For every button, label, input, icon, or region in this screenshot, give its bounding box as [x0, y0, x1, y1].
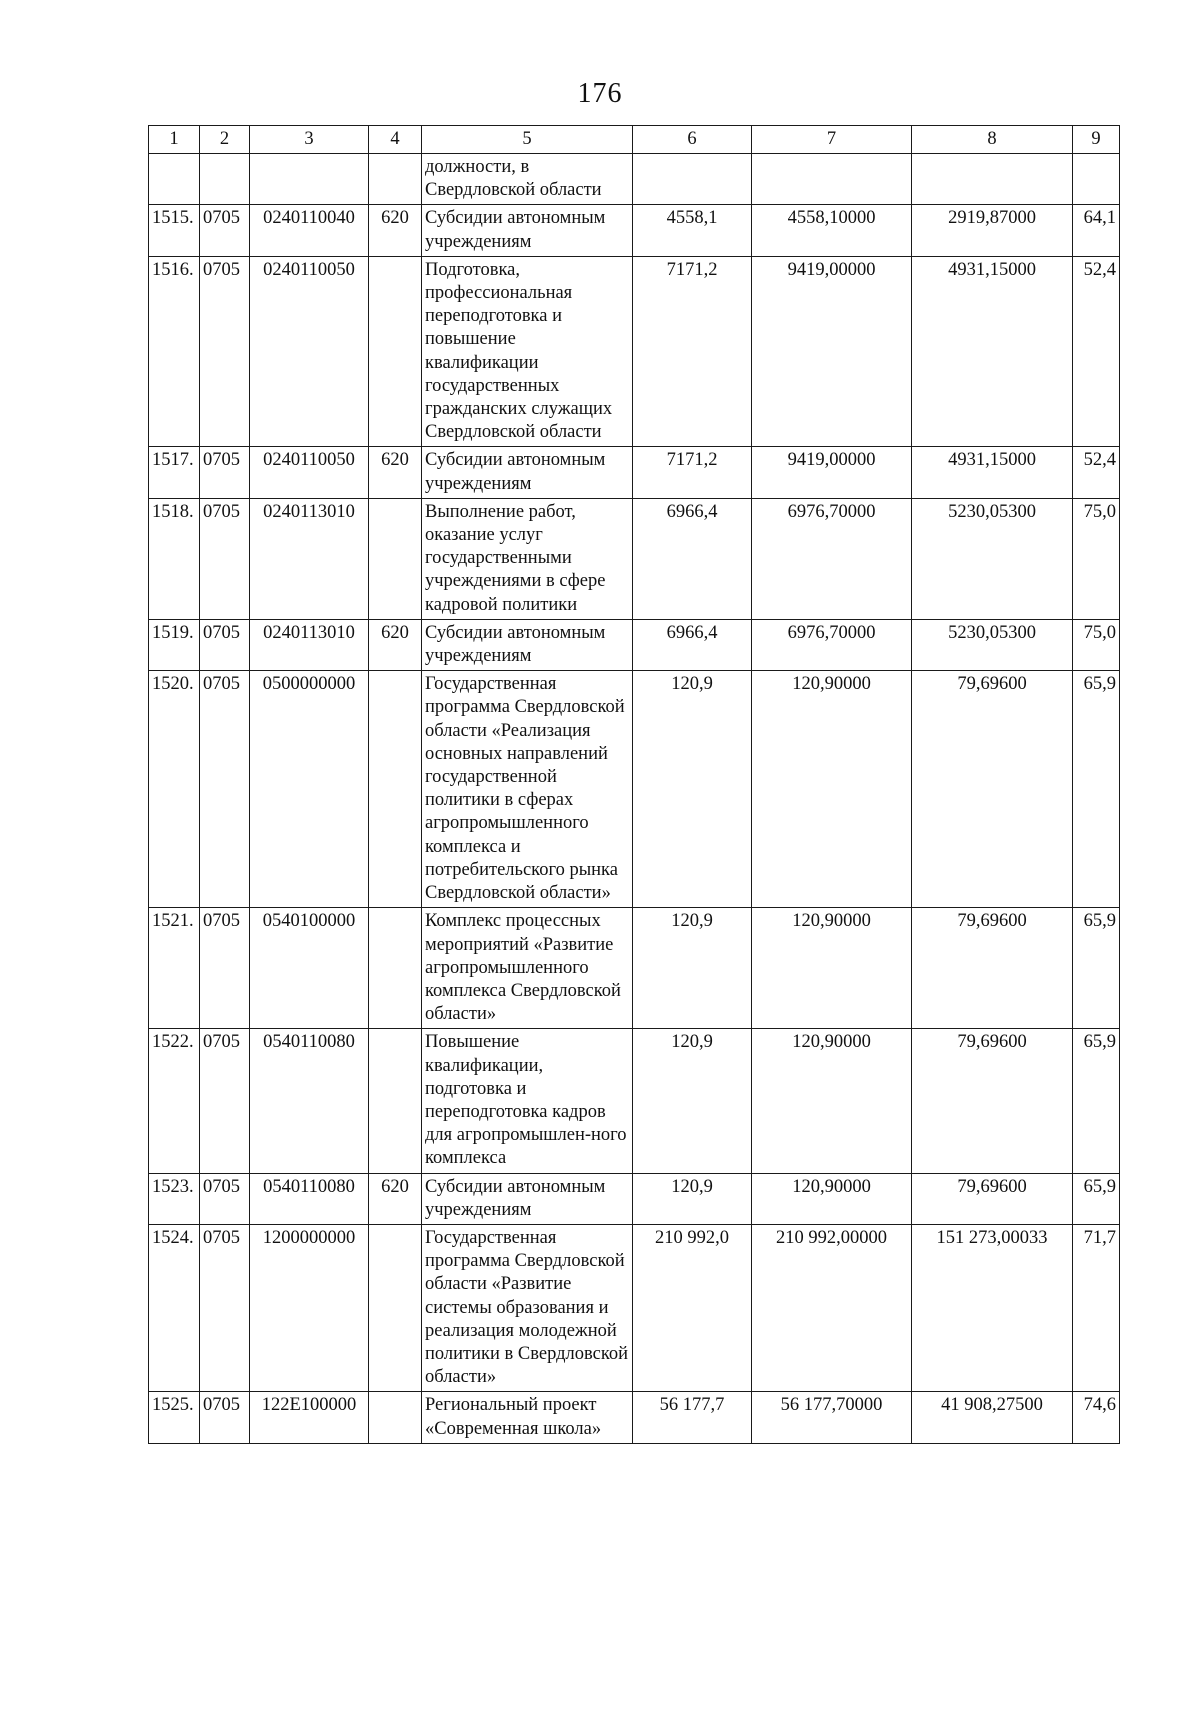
table-body: [149, 154, 1120, 1444]
item-name: Субсидии автономным учреждениям: [422, 205, 633, 256]
column-header-2: 2: [200, 126, 250, 154]
target-article-code: 0540110080: [250, 1173, 369, 1224]
section-code: 0705: [200, 1392, 250, 1443]
page-number: 176: [577, 78, 623, 109]
section-code: 0705: [200, 619, 250, 670]
approved-amount: 7171,2: [633, 447, 752, 498]
section-code: 0705: [200, 498, 250, 619]
target-article-code: 0540100000: [250, 908, 369, 1029]
planned-amount: 6976,70000: [752, 498, 912, 619]
approved-amount: 120,9: [633, 908, 752, 1029]
execution-percent: [1073, 154, 1120, 205]
section-code: 0705: [200, 1173, 250, 1224]
target-article-code: 1200000000: [250, 1224, 369, 1391]
execution-percent: 74,6: [1073, 1392, 1120, 1443]
approved-amount: 120,9: [633, 1173, 752, 1224]
approved-amount: 6966,4: [633, 619, 752, 670]
budget-table: [148, 125, 1120, 1444]
planned-amount: 120,90000: [752, 1029, 912, 1173]
expense-type-code: [369, 1224, 422, 1391]
row-number: 1523.: [149, 1173, 200, 1224]
table-row: [149, 908, 1120, 1029]
section-code: 0705: [200, 671, 250, 908]
column-header-4: 4: [369, 126, 422, 154]
column-header-3: 3: [250, 126, 369, 154]
planned-amount: 9419,00000: [752, 447, 912, 498]
execution-percent: 75,0: [1073, 498, 1120, 619]
executed-amount: 151 273,00033: [912, 1224, 1073, 1391]
expense-type-code: [369, 908, 422, 1029]
row-number: 1519.: [149, 619, 200, 670]
planned-amount: 120,90000: [752, 1173, 912, 1224]
section-code: 0705: [200, 1224, 250, 1391]
execution-percent: 65,9: [1073, 671, 1120, 908]
executed-amount: 79,69600: [912, 1029, 1073, 1173]
item-name: Подготовка, профессиональная переподготовка и повышение квалификации государственных гражданских служащих Свердловской области: [422, 256, 633, 447]
execution-percent: 65,9: [1073, 1173, 1120, 1224]
expense-type-code: 620: [369, 205, 422, 256]
executed-amount: 79,69600: [912, 908, 1073, 1029]
planned-amount: 6976,70000: [752, 619, 912, 670]
execution-percent: 71,7: [1073, 1224, 1120, 1391]
column-header-9: 9: [1073, 126, 1120, 154]
table-row: [149, 256, 1120, 447]
row-number: [149, 154, 200, 205]
approved-amount: 4558,1: [633, 205, 752, 256]
item-name: должности, в Свердловской области: [422, 154, 633, 205]
row-number: 1518.: [149, 498, 200, 619]
target-article-code: [250, 154, 369, 205]
execution-percent: 52,4: [1073, 256, 1120, 447]
execution-percent: 52,4: [1073, 447, 1120, 498]
planned-amount: [752, 154, 912, 205]
expense-type-code: [369, 1392, 422, 1443]
executed-amount: [912, 154, 1073, 205]
planned-amount: 210 992,00000: [752, 1224, 912, 1391]
column-header-6: 6: [633, 126, 752, 154]
row-number: 1524.: [149, 1224, 200, 1391]
table-row: [149, 1392, 1120, 1443]
approved-amount: 120,9: [633, 671, 752, 908]
planned-amount: 4558,10000: [752, 205, 912, 256]
expense-type-code: 620: [369, 1173, 422, 1224]
expense-type-code: [369, 154, 422, 205]
approved-amount: 210 992,0: [633, 1224, 752, 1391]
item-name: Государственная программа Свердловской области «Развитие системы образования и реализация молодежной политики в Свердловской области»: [422, 1224, 633, 1391]
target-article-code: 0240110040: [250, 205, 369, 256]
table-row: [149, 154, 1120, 205]
table-row: [149, 1029, 1120, 1173]
approved-amount: 56 177,7: [633, 1392, 752, 1443]
target-article-code: 0240110050: [250, 447, 369, 498]
planned-amount: 56 177,70000: [752, 1392, 912, 1443]
item-name: Комплекс процессных мероприятий «Развитие агропромышленного комплекса Свердловской области»: [422, 908, 633, 1029]
execution-percent: 75,0: [1073, 619, 1120, 670]
expense-type-code: [369, 256, 422, 447]
row-number: 1525.: [149, 1392, 200, 1443]
execution-percent: 65,9: [1073, 908, 1120, 1029]
table-row: [149, 498, 1120, 619]
target-article-code: 0240113010: [250, 498, 369, 619]
column-header-7: 7: [752, 126, 912, 154]
section-code: [200, 154, 250, 205]
row-number: 1516.: [149, 256, 200, 447]
approved-amount: [633, 154, 752, 205]
row-number: 1515.: [149, 205, 200, 256]
column-header-1: 1: [149, 126, 200, 154]
executed-amount: 4931,15000: [912, 447, 1073, 498]
planned-amount: 120,90000: [752, 908, 912, 1029]
planned-amount: 120,90000: [752, 671, 912, 908]
planned-amount: 9419,00000: [752, 256, 912, 447]
item-name: Повышение квалификации, подготовка и переподготовка кадров для агропромышлен-ного комплекса: [422, 1029, 633, 1173]
table-header-row: [149, 126, 1120, 154]
target-article-code: 0500000000: [250, 671, 369, 908]
table-row: [149, 671, 1120, 908]
item-name: Субсидии автономным учреждениям: [422, 447, 633, 498]
executed-amount: 79,69600: [912, 1173, 1073, 1224]
execution-percent: 64,1: [1073, 205, 1120, 256]
expense-type-code: [369, 671, 422, 908]
table-row: [149, 1224, 1120, 1391]
target-article-code: 122E100000: [250, 1392, 369, 1443]
section-code: 0705: [200, 205, 250, 256]
expense-type-code: [369, 1029, 422, 1173]
item-name: Государственная программа Свердловской области «Реализация основных направлений государственной политики в сферах агропромышленного комплекса и потребительского рынка Свердловской области»: [422, 671, 633, 908]
row-number: 1522.: [149, 1029, 200, 1173]
approved-amount: 6966,4: [633, 498, 752, 619]
executed-amount: 4931,15000: [912, 256, 1073, 447]
row-number: 1520.: [149, 671, 200, 908]
table-row: [149, 1173, 1120, 1224]
executed-amount: 79,69600: [912, 671, 1073, 908]
executed-amount: 41 908,27500: [912, 1392, 1073, 1443]
executed-amount: 5230,05300: [912, 498, 1073, 619]
expense-type-code: 620: [369, 619, 422, 670]
item-name: Региональный проект «Современная школа»: [422, 1392, 633, 1443]
item-name: Субсидии автономным учреждениям: [422, 619, 633, 670]
section-code: 0705: [200, 908, 250, 1029]
column-header-5: 5: [422, 126, 633, 154]
target-article-code: 0540110080: [250, 1029, 369, 1173]
approved-amount: 120,9: [633, 1029, 752, 1173]
expense-type-code: 620: [369, 447, 422, 498]
target-article-code: 0240113010: [250, 619, 369, 670]
item-name: Выполнение работ, оказание услуг государственными учреждениями в сфере кадровой политики: [422, 498, 633, 619]
column-header-8: 8: [912, 126, 1073, 154]
approved-amount: 7171,2: [633, 256, 752, 447]
executed-amount: 2919,87000: [912, 205, 1073, 256]
executed-amount: 5230,05300: [912, 619, 1073, 670]
table-row: [149, 619, 1120, 670]
section-code: 0705: [200, 447, 250, 498]
item-name: Субсидии автономным учреждениям: [422, 1173, 633, 1224]
section-code: 0705: [200, 256, 250, 447]
row-number: 1521.: [149, 908, 200, 1029]
table-row: [149, 205, 1120, 256]
section-code: 0705: [200, 1029, 250, 1173]
table-row: [149, 447, 1120, 498]
expense-type-code: [369, 498, 422, 619]
row-number: 1517.: [149, 447, 200, 498]
target-article-code: 0240110050: [250, 256, 369, 447]
execution-percent: 65,9: [1073, 1029, 1120, 1173]
